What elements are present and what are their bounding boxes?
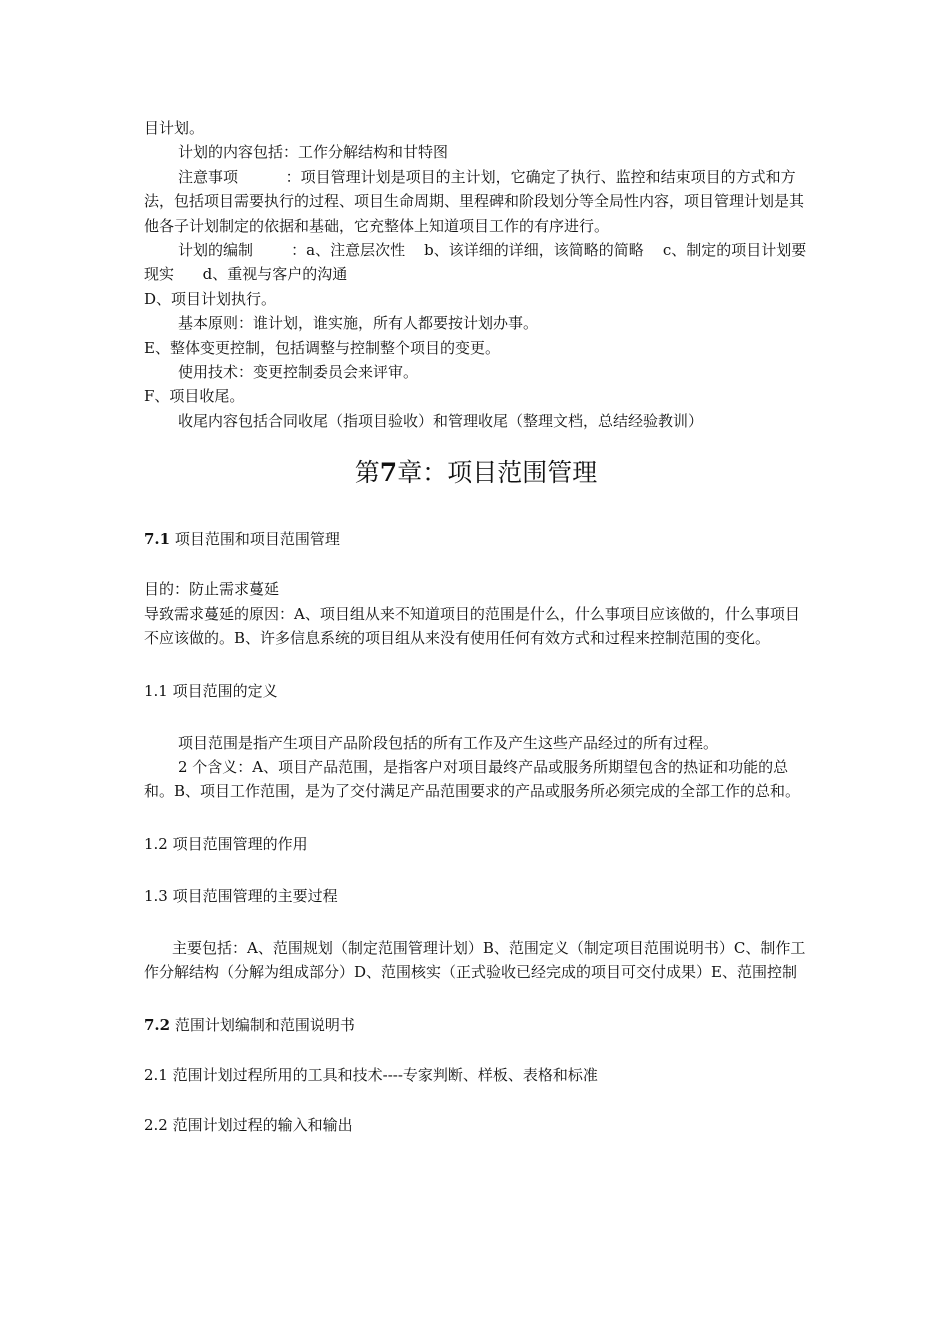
- section-heading-7-1: [144, 527, 808, 551]
- text-line: 目计划。: [144, 119, 205, 137]
- section-title: 项目范围和项目范围管理: [170, 530, 340, 549]
- chapter-title: [144, 455, 808, 491]
- text-line: F、项目收尾。: [144, 387, 245, 406]
- text-paragraph: 项目范围是指产生项目产品阶段包括的所有工作及产生这些产品经过的所有过程。: [178, 733, 719, 752]
- section-heading-1-1: 1.1 项目范围的定义: [144, 681, 278, 700]
- chapter-number: 7: [379, 458, 398, 488]
- section-heading-2-2: 2.2 范围计划过程的输入和输出: [144, 1115, 353, 1134]
- chapter-title-text: 章：项目范围管理: [397, 458, 598, 488]
- section-heading-7-2: [144, 1013, 808, 1037]
- section-number: 7.1: [144, 530, 171, 549]
- text-line: 收尾内容包括合同收尾（指项目验收）和管理收尾（整理文档，总结经验教训）: [178, 411, 704, 430]
- text-line: D、项目计划执行。: [144, 289, 277, 308]
- text-line: 使用技术：变更控制委员会来评审。: [178, 363, 419, 382]
- text-line: 目的：防止需求蔓延: [144, 580, 280, 599]
- section-title: 范围计划编制和范围说明书: [170, 1015, 355, 1034]
- text-line: 计划的内容包括：工作分解结构和甘特图: [178, 143, 449, 162]
- section-heading-1-3: 1.3 项目范围管理的主要过程: [144, 886, 338, 905]
- section-heading-1-2: 1.2 项目范围管理的作用: [144, 834, 308, 853]
- section-number: 7.2: [144, 1015, 171, 1034]
- text-paragraph: 注意事项 ：项目管理计划是项目的主计划，它确定了执行、监控和结束项目的方式和方法，包括项目需要执行的过程、项目生命周期、里程碑和阶段划分等全局性内容，项目管理计划是其他各子计划制定的依据和基础，它充整体上知道项目工作的有序进行。: [144, 167, 805, 235]
- text-paragraph: 2 个含义：A、项目产品范围，是指客户对项目最终产品或服务所期望包含的热证和功能的总和。B、项目工作范围，是为了交付满足产品范围要求的产品或服务所必须完成的全部工作的总和。: [144, 757, 801, 801]
- text-line: 基本原则：谁计划，谁实施，所有人都要按计划办事。: [178, 314, 539, 333]
- section-heading-2-1: 2.1 范围计划过程所用的工具和技术----专家判断、样板、表格和标准: [144, 1065, 598, 1084]
- chapter-prefix: 第: [354, 458, 380, 488]
- document-page: [144, 116, 808, 1137]
- text-paragraph: 导致需求蔓延的原因：A、项目组从来不知道项目的范围是什么，什么事项目应该做的，什么事项目不应该做的。B、许多信息系统的项目组从来没有使用任何有效方式和过程来控制范围的变化。: [144, 604, 800, 648]
- text-line: E、整体变更控制，包括调整与控制整个项目的变更。: [144, 338, 500, 357]
- text-paragraph: 主要包括：A、范围规划（制定范围管理计划）B、范围定义（制定项目范围说明书）C、制作工作分解结构（分解为组成部分）D、范围核实（正式验收已经完成的项目可交付成果）E、范围控制: [144, 938, 806, 982]
- text-paragraph: 计划的编制 ：a、注意层次性 b、该详细的详细，该简略的简略 c、制定的项目计划要现实 d、重视与客户的沟通: [144, 241, 807, 284]
